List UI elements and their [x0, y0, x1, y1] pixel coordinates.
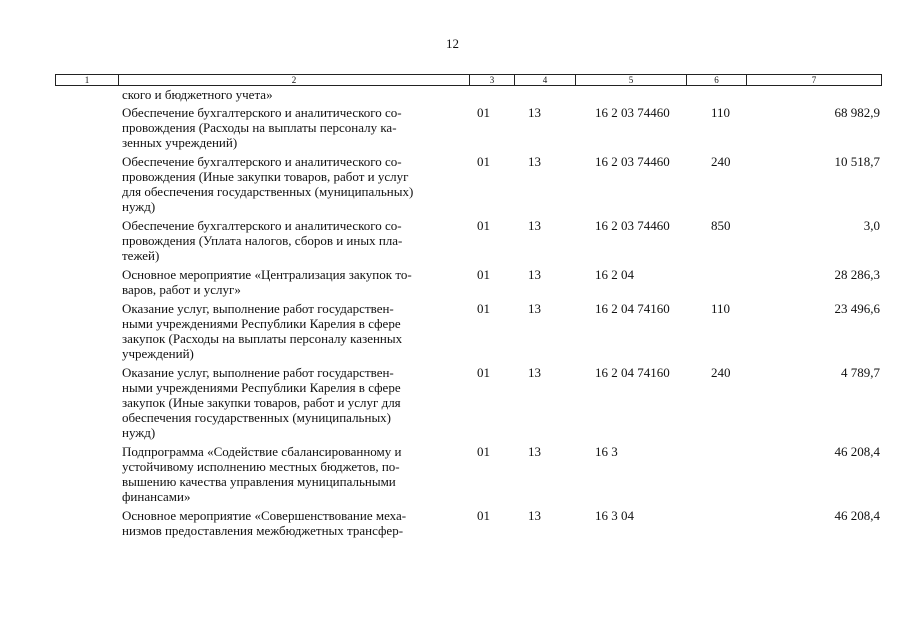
expense-type-code	[706, 444, 771, 504]
table-row	[55, 267, 881, 297]
section-code: 01	[477, 508, 490, 523]
table-row	[55, 508, 881, 538]
table-row	[55, 301, 881, 361]
table-row	[55, 365, 881, 440]
column-number-2: 2	[119, 75, 470, 86]
amount: 68 982,9	[834, 105, 880, 120]
column-number-6: 6	[687, 75, 747, 86]
expense-type-code: 850	[711, 218, 731, 233]
target-article-code: 16 3	[595, 444, 618, 459]
row-description: Обеспечение бухгалтерского и аналитического со- провождения (Расходы на выплаты персоналу ка- зенных учреждений)	[122, 105, 402, 150]
section-code: 01	[477, 154, 490, 169]
expense-type-code: 240	[711, 154, 731, 169]
amount: 23 496,6	[834, 301, 880, 316]
row-description: Подпрограмма «Содействие сбалансированному и устойчивому исполнению местных бюджетов, по- вышению качества управления муниципальными финансами»	[122, 444, 402, 504]
row-description: Оказание услуг, выполнение работ государствен- ными учреждениями Республики Карелия в сфере закупок (Иные закупки товаров, работ и услуг для обеспечения государственных (муниципальных) нужд)	[122, 365, 401, 440]
column-number-4: 4	[515, 75, 576, 86]
column-number-7: 7	[747, 75, 882, 86]
table-row	[55, 444, 881, 504]
subsection-code: 13	[528, 267, 541, 282]
section-code: 01	[477, 267, 490, 282]
section-code: 01	[477, 105, 490, 120]
amount: 46 208,4	[834, 508, 880, 523]
target-article-code: 16 2 04	[595, 267, 634, 282]
amount: 28 286,3	[834, 267, 880, 282]
column-number-5: 5	[576, 75, 687, 86]
expense-type-code	[706, 508, 771, 538]
row-description: Оказание услуг, выполнение работ государствен- ными учреждениями Республики Карелия в сфере закупок (Расходы на выплаты персоналу казенных учреждений)	[122, 301, 403, 361]
table-row	[55, 154, 881, 214]
target-article-code: 16 2 04 74160	[595, 365, 670, 380]
expense-type-code: 110	[711, 105, 731, 120]
target-article-code: 16 3 04	[595, 508, 634, 523]
row-description: Основное мероприятие «Совершенствование меха- низмов предоставления межбюджетных трансфер-	[122, 508, 407, 538]
target-article-code: 16 2 03 74460	[595, 105, 670, 120]
target-article-code: 16 2 03 74460	[595, 154, 670, 169]
subsection-code: 13	[528, 508, 541, 523]
row-description: Основное мероприятие «Централизация закупок то- варов, работ и услуг»	[122, 267, 412, 297]
expense-type-code: 240	[711, 365, 731, 380]
page-number: 12	[446, 36, 459, 51]
table-row	[55, 87, 881, 102]
section-code: 01	[477, 301, 490, 316]
amount: 4 789,7	[841, 365, 880, 380]
subsection-code: 13	[528, 444, 541, 459]
column-number-header	[55, 74, 882, 86]
section-code: 01	[477, 218, 490, 233]
amount: 46 208,4	[834, 444, 880, 459]
subsection-code: 13	[528, 301, 541, 316]
subsection-code: 13	[528, 218, 541, 233]
amount: 10 518,7	[834, 154, 880, 169]
amount: 3,0	[863, 218, 880, 233]
row-description: Обеспечение бухгалтерского и аналитического со- провождения (Иные закупки товаров, работ и услуг для обеспечения государственных (муниципальных) нужд)	[122, 154, 414, 214]
budget-table-body	[55, 87, 881, 542]
section-code: 01	[477, 444, 490, 459]
subsection-code: 13	[528, 105, 541, 120]
table-row	[55, 218, 881, 263]
section-code: 01	[477, 365, 490, 380]
expense-type-code	[706, 267, 771, 297]
subsection-code: 13	[528, 365, 541, 380]
column-number-3: 3	[470, 75, 515, 86]
target-article-code: 16 2 03 74460	[595, 218, 670, 233]
table-row	[55, 105, 881, 150]
column-number-1: 1	[56, 75, 119, 86]
row-description: ского и бюджетного учета»	[122, 87, 273, 102]
target-article-code: 16 2 04 74160	[595, 301, 670, 316]
subsection-code: 13	[528, 154, 541, 169]
expense-type-code: 110	[711, 301, 731, 316]
row-description: Обеспечение бухгалтерского и аналитического со- провождения (Уплата налогов, сборов и иных пла- тежей)	[122, 218, 403, 263]
